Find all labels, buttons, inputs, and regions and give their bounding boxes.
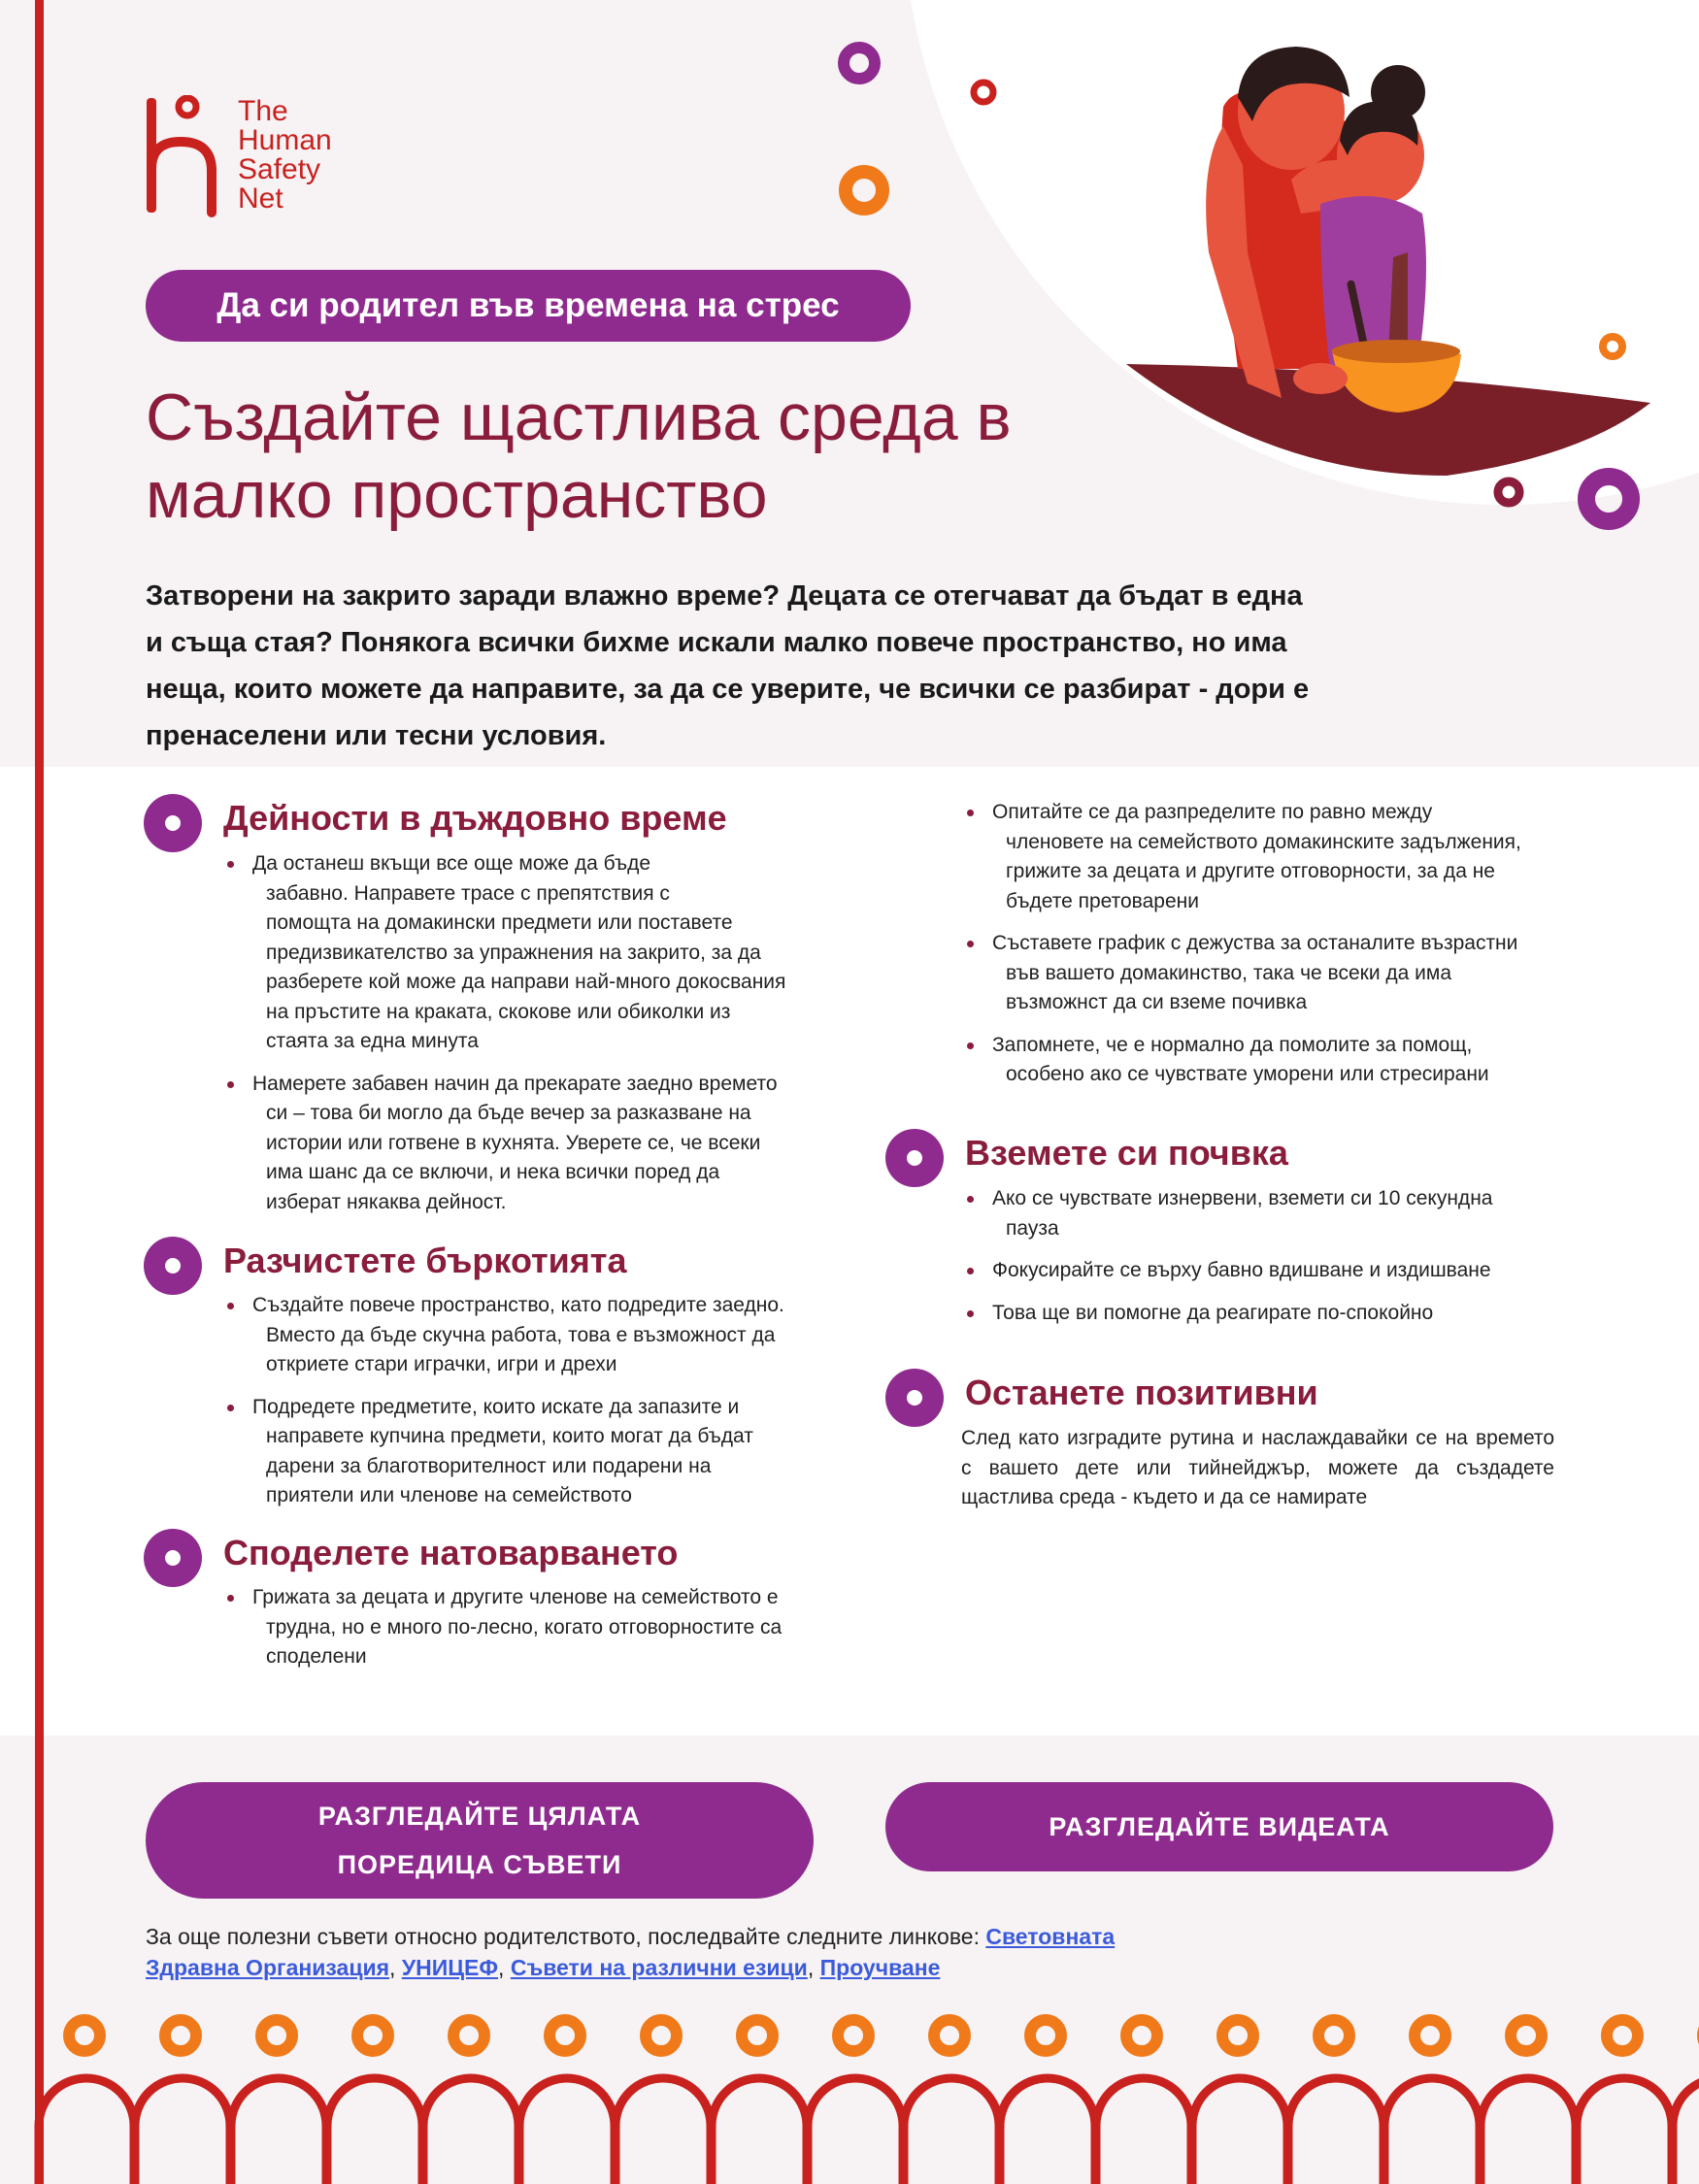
decorative-ring-purple bbox=[835, 39, 883, 87]
decorative-arch bbox=[327, 2078, 422, 2184]
title-line: Създайте щастлива среда в bbox=[146, 381, 1012, 454]
decorative-arch-border bbox=[0, 2000, 1699, 2184]
decorative-ring bbox=[646, 2020, 677, 2051]
brand-name-line: Safety bbox=[238, 153, 321, 185]
link-separator: , bbox=[807, 1955, 815, 1980]
intro-line: пренаселени или тесни условия. bbox=[146, 720, 607, 751]
link-separator: , bbox=[389, 1955, 396, 1980]
decorative-ring-orange bbox=[837, 163, 891, 217]
view-videos-button[interactable] bbox=[885, 1782, 1553, 1871]
rainy-day-list bbox=[221, 849, 843, 1230]
series-label-pill: Да си родител във времена на стрес bbox=[146, 270, 911, 342]
research-link[interactable]: Проучване bbox=[819, 1955, 941, 1980]
button-label: РАЗГЛЕДАЙТЕ ЦЯЛАТА bbox=[317, 1802, 642, 1831]
intro-line: Затворени на закрито заради влажно време? Децата се отегчават да бъдат в една bbox=[146, 580, 1303, 612]
view-series-button[interactable] bbox=[146, 1782, 814, 1899]
list-item: Грижата за децата и другите членове на семейството е трудна, но е много по-лесно, когато отговорностите са споделени bbox=[221, 1583, 843, 1672]
decorative-ring bbox=[1318, 2020, 1349, 2051]
decorative-ring bbox=[261, 2020, 292, 2051]
decorative-arch bbox=[904, 2078, 999, 2184]
decorative-ring-purple-large bbox=[1575, 465, 1643, 533]
decorative-ring bbox=[1607, 2020, 1638, 2051]
brand-name-line: The bbox=[238, 95, 288, 127]
decorative-arch bbox=[712, 2078, 807, 2184]
button-label: ПОРЕДИЦА СЪВЕТИ bbox=[337, 1850, 622, 1879]
decorative-ring bbox=[1126, 2020, 1157, 2051]
resources-intro: За още полезни съвети относно родителството, последвайте следните линкове: bbox=[146, 1924, 980, 1949]
title-line: малко пространство bbox=[146, 458, 768, 532]
decorative-ring bbox=[1030, 2020, 1061, 2051]
decorative-ring-red bbox=[967, 76, 1000, 109]
stay-positive-text: След като изградите рутина и наслаждавайки се на времето с вашето дете или тийнейджър, можете да създадете щастлива среда - където и да се намирате bbox=[961, 1427, 1554, 1508]
decorative-arch bbox=[808, 2078, 903, 2184]
brand-name bbox=[238, 97, 332, 214]
list-item: Създайте повече пространство, като подредите заедно. Вместо да бъде скучна работа, това е възможност да откриете стари играчки, игри и дрехи bbox=[221, 1291, 843, 1380]
list-item: Опитайте се да разпределите по равно между членовете на семейството домакинските задължения, грижите за децата и другите отговорности, за да не бъдете претоварени bbox=[961, 798, 1582, 916]
languages-link[interactable]: Съвети на различни езици bbox=[510, 1955, 808, 1980]
intro-paragraph bbox=[146, 573, 1495, 759]
decorative-arch bbox=[1096, 2078, 1191, 2184]
parent-child-cooking-illustration bbox=[1078, 19, 1699, 495]
brand-name-line: Net bbox=[238, 182, 283, 215]
section-bullet-icon bbox=[885, 1369, 944, 1427]
list-item: Намерете забавен начин да прекарате заедно времето си – това би могло да бъде вечер за разказване на истории или готвене в кухнята. Уверете се, че всеки има шанс да се включи, и нека всички поред да изберат някаква дейност. bbox=[221, 1070, 843, 1218]
decorative-arch bbox=[519, 2078, 615, 2184]
decorative-arch bbox=[1288, 2078, 1383, 2184]
who-link[interactable]: Световната bbox=[985, 1924, 1116, 1949]
list-item: Фокусирайте се върху бавно вдишване и издишване bbox=[961, 1256, 1582, 1286]
decorative-ring bbox=[838, 2020, 869, 2051]
section-bullet-icon bbox=[144, 1529, 202, 1587]
list-item: Ако се чувствате изнервени, вземети си 10 секундна пауза bbox=[961, 1184, 1582, 1243]
resources-note bbox=[146, 1921, 1115, 1983]
section-bullet-icon bbox=[885, 1129, 944, 1187]
decorative-arch bbox=[231, 2078, 326, 2184]
intro-line: и съща стая? Понякога всички бихме искали малко повече пространство, но има bbox=[146, 627, 1287, 658]
list-item: Подредете предметите, които искате да запазите и направете купчина предмети, които могат да бъдат дарени за благотворителност или подарени на приятели или членове на семейството bbox=[221, 1393, 843, 1511]
decorative-arch bbox=[423, 2078, 518, 2184]
unicef-link[interactable]: УНИЦЕФ bbox=[401, 1955, 499, 1980]
decorative-arch bbox=[135, 2078, 230, 2184]
left-accent-rule bbox=[35, 0, 44, 2184]
take-break-list bbox=[961, 1184, 1582, 1340]
section-title: Разчистете бъркотията bbox=[223, 1241, 627, 1280]
declutter-list bbox=[221, 1291, 843, 1524]
decorative-ring-orange-small bbox=[1596, 330, 1629, 363]
intro-line: неща, които можете да направите, за да се уверите, че всички се разбират - дори е bbox=[146, 674, 1310, 705]
decorative-ring bbox=[1222, 2020, 1253, 2051]
section-title: Останете позитивни bbox=[965, 1373, 1318, 1412]
decorative-ring bbox=[934, 2020, 965, 2051]
decorative-arch bbox=[1192, 2078, 1287, 2184]
list-item: Да останеш вкъщи все още може да бъде забавно. Направете трасе с препятствия с помощта на домакински предмети или поставете предизвикателство за упражнения на закрито, за да разберете кой може да направи най-много докосвания на пръстите на краката, скокове или обиколки из стаята за една минута bbox=[221, 849, 843, 1057]
section-title: Дейности в дъждовно време bbox=[223, 798, 727, 838]
share-load-list bbox=[221, 1583, 843, 1685]
decorative-arch bbox=[1481, 2078, 1576, 2184]
section-title: Вземете си почвка bbox=[965, 1133, 1288, 1173]
decorative-arch bbox=[1673, 2078, 1699, 2184]
list-item: Това ще ви помогне да реагирате по-спокойно bbox=[961, 1299, 1582, 1329]
decorative-ring bbox=[550, 2020, 581, 2051]
decorative-arch bbox=[1384, 2078, 1480, 2184]
brand-name-line: Human bbox=[238, 124, 332, 156]
decorative-ring bbox=[742, 2020, 773, 2051]
decorative-ring bbox=[165, 2020, 196, 2051]
decorative-ring bbox=[1415, 2020, 1446, 2051]
section-bullet-icon bbox=[144, 794, 202, 852]
section-title: Споделете натоварването bbox=[223, 1533, 679, 1572]
decorative-arch bbox=[39, 2078, 134, 2184]
list-item: Съставете график с дежуства за останалите възрастни във вашето домакинство, така че всеки да има възможнст да си вземе почивка bbox=[961, 929, 1582, 1018]
list-item: Запомнете, че е нормално да помолите за помощ, особено ако се чувствате уморени или стресирани bbox=[961, 1031, 1582, 1090]
page-title bbox=[146, 379, 1165, 534]
decorative-ring bbox=[453, 2020, 484, 2051]
decorative-ring-maroon bbox=[1491, 475, 1526, 510]
decorative-arch bbox=[616, 2078, 711, 2184]
who-link-continued[interactable]: Здравна Организация bbox=[146, 1955, 390, 1980]
share-load-continued-list bbox=[961, 798, 1582, 1103]
decorative-ring bbox=[1511, 2020, 1542, 2051]
link-separator: , bbox=[498, 1955, 505, 1980]
decorative-arch bbox=[1577, 2078, 1672, 2184]
decorative-ring bbox=[69, 2020, 100, 2051]
decorative-arch bbox=[1000, 2078, 1095, 2184]
section-bullet-icon bbox=[144, 1237, 202, 1295]
button-label: РАЗГЛЕДАЙТЕ ВИДЕАТА bbox=[1049, 1812, 1390, 1841]
decorative-ring bbox=[357, 2020, 388, 2051]
